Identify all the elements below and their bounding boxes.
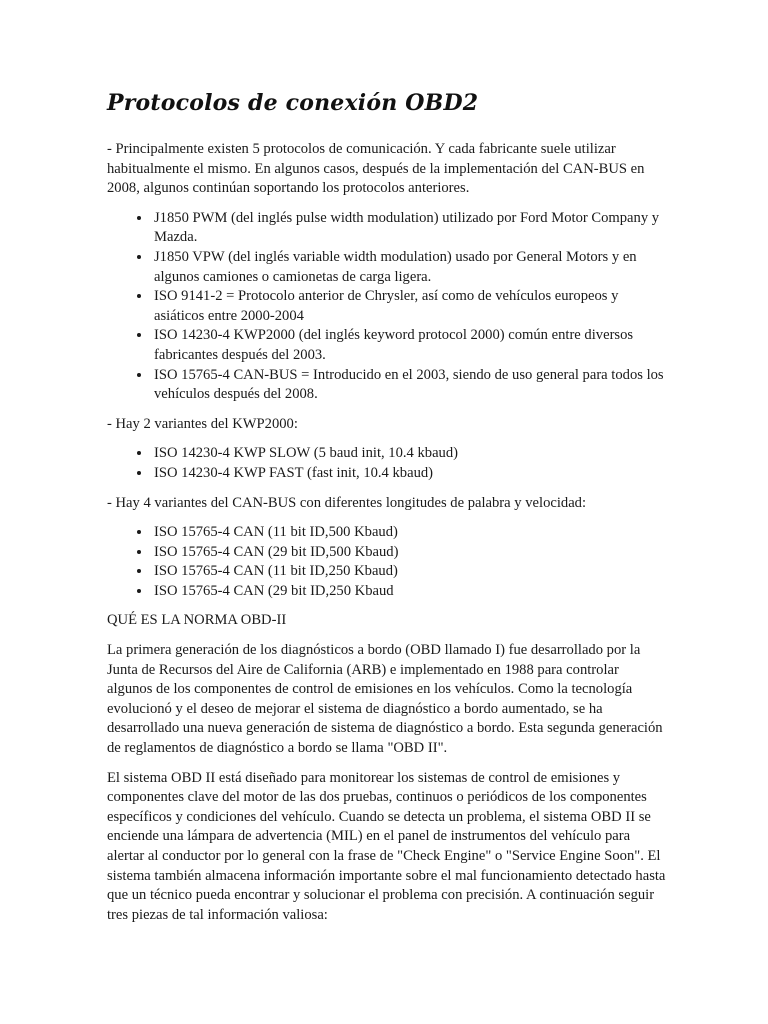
document-title: Protocolos de conexión OBD2 xyxy=(107,90,479,116)
can-intro: - Hay 4 variantes del CAN-BUS con diferentes longitudes de palabra y velocidad: xyxy=(107,494,587,511)
list-item: • ISO 15765-4 CAN (11 bit ID,250 Kbaud) xyxy=(152,562,667,582)
section-heading: QUÉ ES LA NORMA OBD-II xyxy=(107,612,287,629)
kwp-intro: - Hay 2 variantes del KWP2000: xyxy=(107,415,298,432)
list-item: • J1850 VPW (del inglés variable width modulation) usado por General Motors y en algunos camiones o camionetas de carga ligera. xyxy=(152,248,667,287)
list-item: • ISO 15765-4 CAN (29 bit ID,250 Kbaud xyxy=(152,582,667,602)
document-page xyxy=(107,88,667,935)
list-item: • ISO 15765-4 CAN-BUS = Introducido en el 2003, siendo de uso general para todos los vehículos después del 2008. xyxy=(152,366,667,405)
list-item: • ISO 9141-2 = Protocolo anterior de Chrysler, así como de vehículos europeos y asiáticos entre 2000-2004 xyxy=(152,287,667,326)
list-item: • ISO 15765-4 CAN (29 bit ID,500 Kbaud) xyxy=(152,543,667,563)
list-item: • ISO 14230-4 KWP2000 (del inglés keyword protocol 2000) común entre diversos fabricantes después del 2003. xyxy=(152,326,667,365)
protocols-list xyxy=(107,209,667,405)
kwp-variants-list xyxy=(107,444,667,483)
list-item: • ISO 14230-4 KWP FAST (fast init, 10.4 kbaud) xyxy=(152,464,667,484)
obd-system-paragraph: El sistema OBD II está diseñado para monitorear los sistemas de control de emisiones y componentes clave del motor de las dos pruebas, continuos o periódicos de los componentes específicos y condiciones del vehículo. Cuando se detecta un problema, el sistema OBD II se enciende una lámpara de advertencia (MIL) en el panel de instrumentos del vehículo para alertar al conductor por lo general con la frase de "Check Engine" o "Service Engine Soon". El sistema también almacena información importante sobre el mal funcionamiento detectado hasta que un técnico pueda encontrar y solucionar el problema con precisión. A continuación seguir tres piezas de tal información valiosa: xyxy=(107,769,666,923)
list-item: • J1850 PWM (del inglés pulse width modulation) utilizado por Ford Motor Company y Mazda. xyxy=(152,209,667,248)
can-variants-list xyxy=(107,523,667,601)
list-item: • ISO 14230-4 KWP SLOW (5 baud init, 10.4 kbaud) xyxy=(152,444,667,464)
intro-paragraph: - Principalmente existen 5 protocolos de comunicación. Y cada fabricante suele utilizar habitualmente el mismo. En algunos casos, después de la implementación del CAN-BUS en 2008, algunos continúan soportando los protocolos anteriores. xyxy=(107,141,645,197)
list-item: • ISO 15765-4 CAN (11 bit ID,500 Kbaud) xyxy=(152,523,667,543)
obd-history-paragraph: La primera generación de los diagnósticos a bordo (OBD llamado I) fue desarrollado por la Junta de Recursos del Aire de California (ARB) e implementado en 1988 para controlar algunos de los componentes de control de emisiones en los vehículos. Como la tecnología evolucionó y el deseo de mejorar el sistema de diagnóstico a bordo aumentado, se ha desarrollado una nueva generación de sistema de diagnóstico a bordo. Esta segunda generación de reglamentos de diagnóstico a bordo se llama "OBD II". xyxy=(107,642,663,757)
